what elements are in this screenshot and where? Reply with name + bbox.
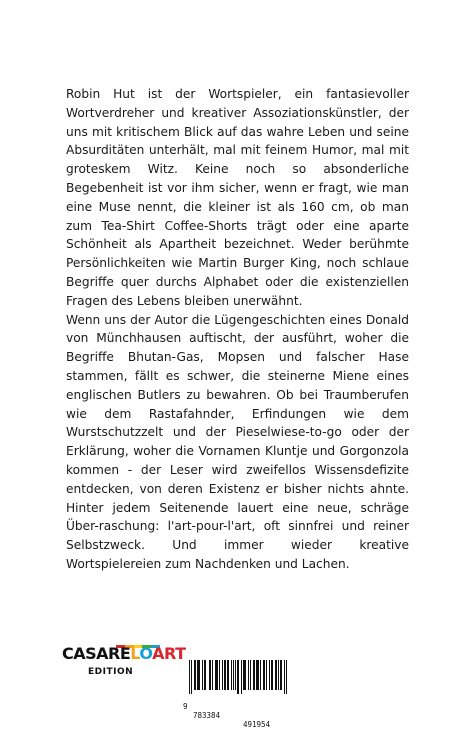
barcode-bar [243,660,244,690]
barcode-bar [195,660,196,690]
barcode-bar [191,660,192,694]
barcode-bar [233,660,234,690]
barcode-bar [260,660,261,690]
barcode-bar [219,660,220,690]
barcode-bar [253,660,254,690]
barcode-bar [225,660,226,690]
barcode-bar [254,660,255,690]
barcode-bar [217,660,218,690]
barcode-bar [227,660,228,690]
logo-wordmark [62,643,185,665]
barcode-digit-prefix: 9 [183,702,188,711]
barcode-bar [238,660,239,694]
barcode-bar [224,660,225,690]
blurb-paragraph-2: Wenn uns der Autor die Lügengeschichten eines Donald von Münchhausen auftischt, der ausführt, woher die Begriffe Bhutan-Gas, Mopsen und falscher Hase stammen, fällt es schwer, die steinerne Miene eines englischen Butlers zu bewahren. Ob bei Traumberufen wie dem Rastafahnder, Erfindungen wie dem Wurstschutzzelt und der Pieselwiese-to-go oder der Erklärung, woher die Vornamen Kluntje und Gorgonzola kommen - der Leser wird zweifellos Wissensdefizite entdecken, von deren Existenz er bisher nichts ahnte. Hinter jedem Seitenende lauert eine neue, schräge Über-raschung: l'art-pour-l'art, oft sinnfrei und reiner Selbstzweck. Und immer wieder kreative Wortspielereien zum Nachdenken und Lachen. [66,312,409,571]
back-cover-blurb [66,85,409,574]
publisher-logo [62,643,186,691]
logo-wordmark-part-3: O [139,644,153,663]
barcode-bar [215,660,216,690]
barcode-bar [264,660,265,690]
barcode-bar [271,660,272,690]
logo-wordmark-part-4: ART [152,644,186,663]
barcode-bar [204,660,205,690]
barcode-bar [212,660,213,690]
barcode-bar [263,660,264,690]
isbn-barcode [183,660,295,729]
barcode-bar [189,660,190,694]
barcode-bars [189,660,289,694]
barcode-bar [245,660,246,690]
logo-subtitle: EDITION [88,667,134,677]
barcode-bar [197,660,198,690]
barcode-bar [194,660,195,690]
barcode-bar [278,660,279,690]
barcode-bar [199,660,200,690]
barcode-bar [286,660,287,694]
barcode-bar [241,660,242,694]
barcode-bar [250,660,251,690]
barcode-bar [237,660,238,694]
barcode-bar [256,660,257,690]
barcode-bar [281,660,282,690]
barcode-bar [284,660,285,694]
barcode-bar [228,660,229,690]
barcode-digits-left: 783384 [193,711,221,720]
barcode-bar [276,660,277,690]
barcode-bar [244,660,245,690]
barcode-bar [269,660,270,690]
barcode-bar [198,660,199,690]
logo-wordmark-part-1: CASARE [62,644,131,663]
barcode-digits-right: 491954 [243,720,271,729]
barcode-bar [205,660,206,690]
barcode-bar [210,660,211,690]
barcode-bar [280,660,281,690]
logo-wordmark-part-2: L [130,644,140,663]
barcode-bar [248,660,249,690]
barcode-bar [272,660,273,690]
barcode-bar [275,660,276,690]
blurb-paragraph-1: Robin Hut ist der Wortspieler, ein fantasievoller Wortverdreher und kreativer Assoziationskünstler, der uns mit kritischem Blick auf das wahre Leben und seine Absurditäten unterhält, mal mit feinem Humor, mal mit groteskem Witz. Keine noch so absonderliche Begebenheit ist vor ihm sicher, wenn er fragt, wie man eine Muse nennt, die kleiner ist als 160 cm, ob man zum Tea-Shirt Coffee-Shorts trägt oder eine aparte Schönheit als Apartheit bezeichnet. Weder berühmte Persönlichkeiten wie Martin Burger King, noch schlaue Begriffe quer durchs Alphabet oder die existenziellen Fragen des Lebens bleiben unerwähnt. [66,87,409,308]
barcode-bar [235,660,236,690]
barcode-bar [231,660,232,690]
barcode-bar [202,660,203,690]
barcode-bar [257,660,258,690]
barcode-bar [258,660,259,690]
barcode-bar [266,660,267,690]
barcode-digits [183,693,295,738]
barcode-bar [216,660,217,690]
barcode-bar [222,660,223,690]
barcode-bar [209,660,210,690]
